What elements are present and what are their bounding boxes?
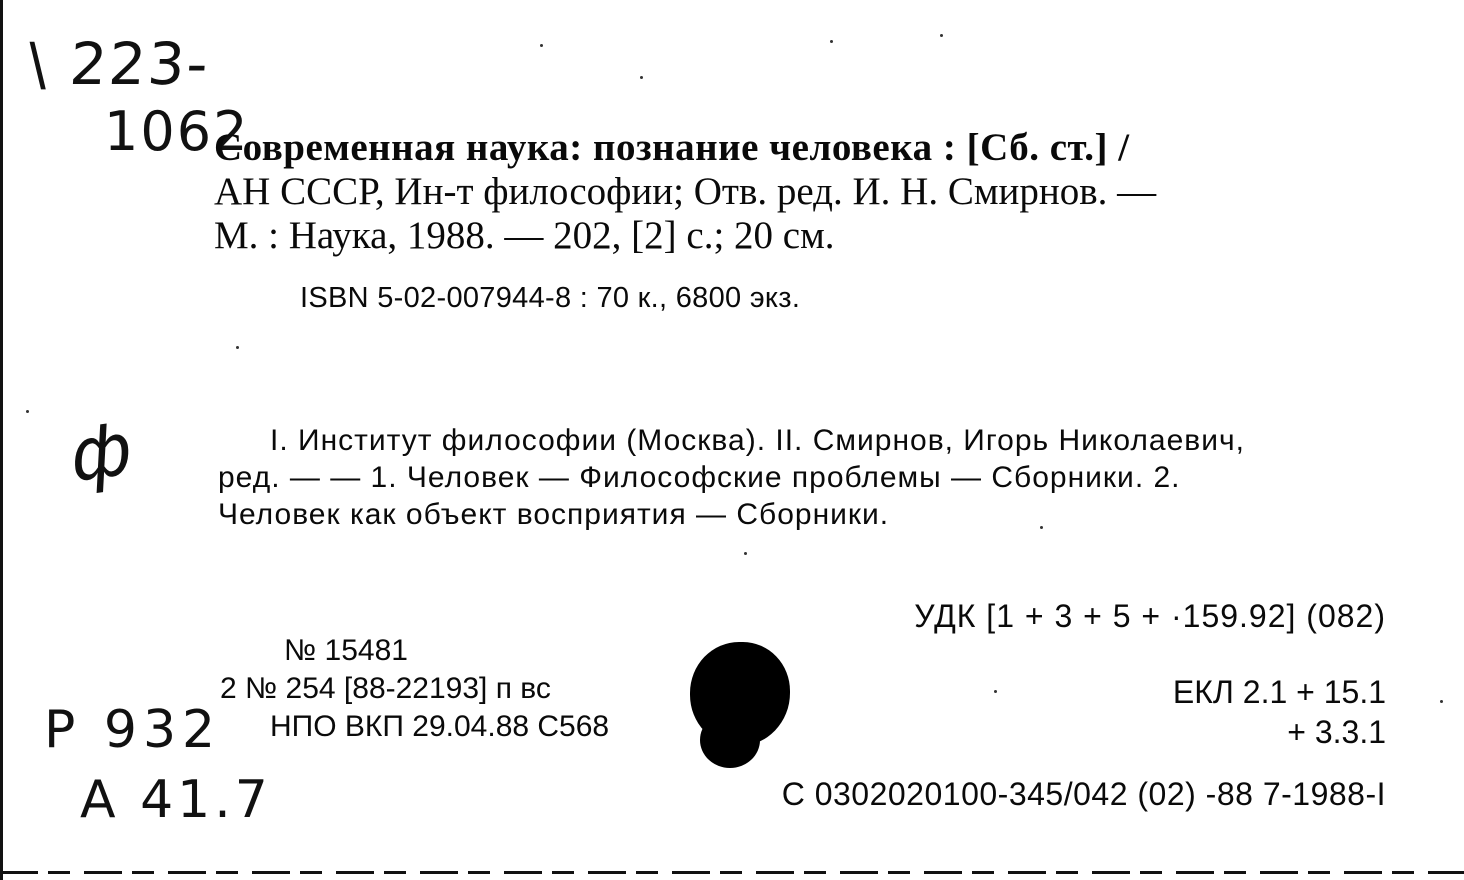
bibliographic-entry (214, 126, 1394, 258)
speck (994, 690, 997, 693)
udk-classification: УДК [1 + 3 + 5 + ·159.92] (082) (914, 598, 1386, 634)
speck (940, 34, 943, 37)
ekl-classification (1173, 672, 1386, 752)
punch-hole-shadow (700, 712, 760, 768)
subject-line-3: Человек как объект восприятия — Сборники. (218, 498, 890, 531)
handwritten-side-mark: ф (64, 405, 140, 499)
publication-printer: НПО ВКП 29.04.88 С568 (270, 710, 610, 743)
handwritten-shelf-mark-line-1: P 932 (44, 700, 222, 760)
subject-line-2: ред. — — 1. Человек — Философские проблемы — Сборники. 2. (218, 461, 1181, 494)
handwritten-call-number-line-2: 1062 (104, 100, 250, 163)
title-line-2: АН СССР, Ин-т философии; Отв. ред. И. Н. Смирнов. — (214, 170, 1157, 213)
catalog-code: С 0302020100-345/042 (02) -88 7-1988-I (781, 776, 1386, 812)
speck (236, 346, 239, 349)
speck (744, 552, 747, 555)
speck (1440, 700, 1443, 703)
ekl-line-2: + 3.3.1 (1287, 714, 1386, 750)
card-bottom-edge (0, 871, 1464, 874)
publication-number: № 15481 (284, 634, 408, 667)
publication-order: 2 № 254 [88-22193] п вс (220, 672, 551, 705)
isbn-line: ISBN 5-02-007944-8 : 70 к., 6800 экз. (300, 282, 801, 314)
speck (830, 40, 833, 43)
speck (26, 410, 29, 413)
speck (540, 44, 543, 47)
subject-headings (218, 422, 1390, 533)
subject-line-1: I. Институт философии (Москва). II. Смирнов, Игорь Николаевич, (270, 424, 1245, 457)
publication-info (220, 632, 609, 746)
ekl-line-1: ЕКЛ 2.1 + 15.1 (1172, 674, 1386, 710)
speck (1040, 526, 1043, 529)
title-line-1: Современная наука: познание человека : [Сб. ст.] / (214, 126, 1130, 169)
card-left-edge (0, 0, 3, 880)
handwritten-call-number-line-1: \ 223- (25, 30, 213, 98)
title-line-3: М. : Наука, 1988. — 202, [2] с.; 20 см. (214, 214, 835, 257)
speck (640, 76, 643, 79)
handwritten-shelf-mark-line-2: A 41.7 (80, 770, 272, 830)
